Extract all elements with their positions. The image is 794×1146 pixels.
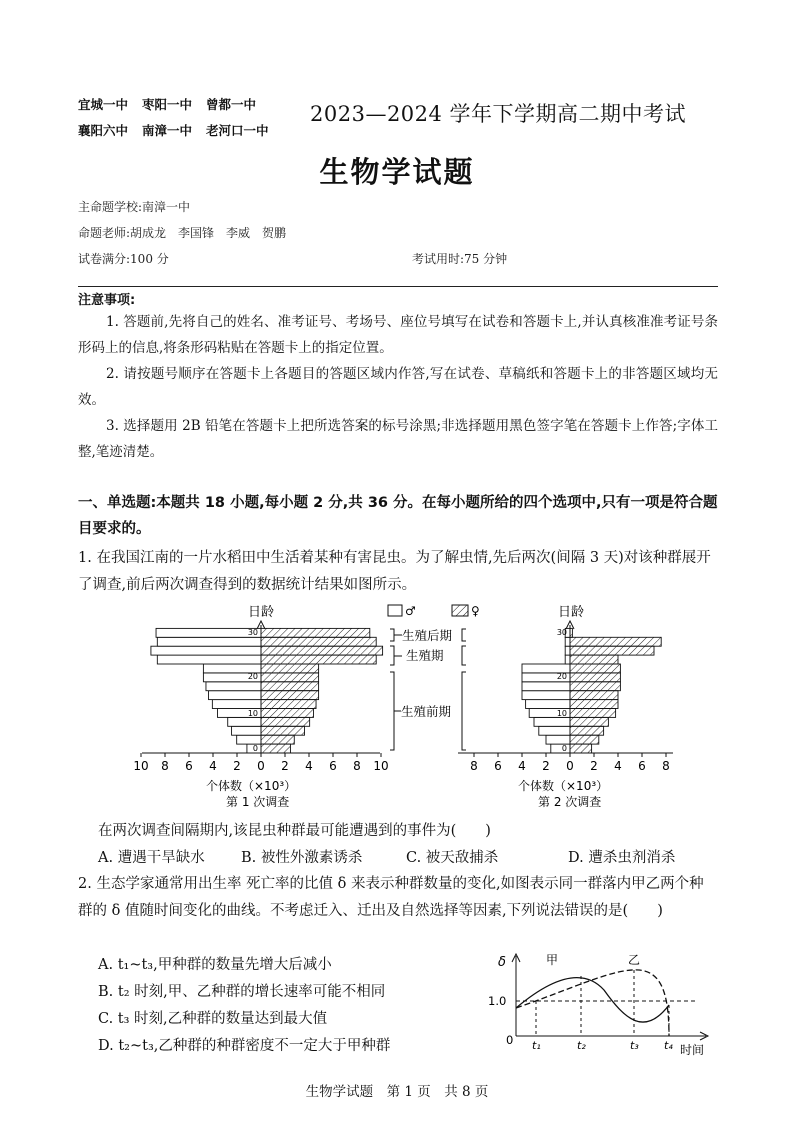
male-bar	[232, 726, 261, 735]
x-tick-label: 6	[638, 759, 646, 773]
q1-option-c[interactable]: C. 被天敌捕杀	[406, 850, 499, 866]
male-bar	[526, 700, 570, 709]
q2-option-d[interactable]: D. t₂~t₃,乙种群的种群密度不一定大于甲种群	[98, 1038, 391, 1054]
one-label: 1.0	[488, 994, 507, 1008]
q2-option-a[interactable]: A. t₁~t₃,甲种群的数量先增大后减小	[98, 957, 332, 973]
note-item: 2. 请按题号顺序在答题卡上各题目的答题区域内作答,写在试卷、草稿纸和答题卡上的非答题区域均无效。	[78, 366, 718, 408]
female-bar	[570, 717, 608, 726]
female-bar	[261, 709, 313, 718]
female-bar	[570, 709, 616, 718]
school-row-1	[78, 92, 283, 118]
x-tick-label: 0	[257, 759, 265, 773]
x-tick-label: 8	[353, 759, 361, 773]
t3-label: t₃	[630, 1039, 639, 1052]
female-bar	[570, 673, 620, 682]
time-label: 时间	[680, 1043, 705, 1057]
female-bar	[261, 664, 319, 673]
legend-male-swatch	[388, 605, 402, 616]
school-name: 南漳一中	[142, 123, 193, 138]
q1-option-b[interactable]: B. 被性外激素诱杀	[241, 850, 363, 866]
legend-female: ♀	[471, 604, 480, 618]
caption-1: 第 1 次调查	[226, 795, 290, 809]
x-tick-label: 2	[281, 759, 289, 773]
female-bar	[261, 717, 310, 726]
t4-label: t₄	[664, 1039, 673, 1052]
x-tick-label: 8	[470, 759, 478, 773]
male-bar	[565, 646, 570, 655]
q1-option-d[interactable]: D. 遭杀虫剂消杀	[568, 850, 676, 866]
school-name: 曾都一中	[206, 97, 257, 112]
female-bar	[570, 664, 620, 673]
y-tick-label: 20	[247, 672, 258, 681]
note-item: 3. 选择题用 2B 铅笔在答题卡上把所选答案的标号涂黑;非选择题用黑色签字笔在答题卡上作答;字体工整,笔迹清楚。	[78, 418, 718, 460]
male-bar	[546, 735, 570, 744]
t2-label: t₂	[577, 1039, 586, 1052]
teachers: 命题老师:胡成龙 李国锋 李威 贺鹏	[78, 226, 287, 240]
section-title-text: 一、单选题:本题共 18 小题,每小题 2 分,共 36 分。在每小题所给的四个选项中,只有一项是符合题目要求的。	[78, 495, 718, 537]
exam-duration: 考试用时:75 分钟	[412, 252, 508, 266]
x-tick-label: 2	[542, 759, 550, 773]
x-tick-label: 2	[590, 759, 598, 773]
q1-age-pyramid-figure	[118, 600, 698, 815]
y-axis-label-1: 日龄	[248, 605, 275, 620]
q1-option-a[interactable]: A. 遭遇干旱缺水	[98, 850, 205, 866]
female-bar	[570, 726, 604, 735]
x-tick-label: 6	[185, 759, 193, 773]
survey-1-pyramid	[151, 628, 383, 753]
delta-label: δ	[498, 955, 506, 970]
female-bar	[261, 744, 290, 753]
female-bar	[570, 744, 592, 753]
page-footer: 生物学试题 第 1 页 共 8 页	[305, 1084, 489, 1100]
male-bar	[237, 735, 261, 744]
main-school: 主命题学校:南漳一中	[78, 200, 191, 214]
x-axis-label-2: 个体数（×10³）	[518, 779, 609, 793]
x-ticks-2	[470, 753, 670, 773]
male-bar	[539, 726, 570, 735]
female-bar	[261, 735, 294, 744]
male-bar	[209, 691, 261, 700]
y-axis-label-2: 日龄	[558, 605, 585, 620]
school-name: 枣阳一中	[142, 97, 193, 112]
q2-option-b[interactable]: B. t₂ 时刻,甲、乙种群的增长速率可能不相同	[98, 984, 386, 1000]
x-tick-label: 4	[518, 759, 526, 773]
origin-label: 0	[506, 1033, 514, 1047]
y-tick-label: 10	[247, 709, 258, 718]
male-bar	[565, 655, 570, 664]
school-name: 襄阳六中	[78, 123, 129, 138]
x-tick-label: 8	[662, 759, 670, 773]
male-bar	[565, 637, 570, 646]
x-tick-label: 2	[233, 759, 241, 773]
male-bar	[522, 682, 570, 691]
female-bar	[261, 726, 305, 735]
y-tick-label: 20	[556, 672, 567, 681]
x-tick-label: 0	[566, 759, 574, 773]
series-jia-curve	[516, 978, 669, 1023]
section-title	[78, 490, 718, 542]
male-bar	[157, 655, 261, 664]
x-tick-label: 6	[329, 759, 337, 773]
female-bar	[261, 628, 370, 637]
subject-title: 生物学试题	[319, 155, 475, 189]
q1-stem: 1. 在我国江南的一片水稻田中生活着某种有害昆虫。为了解虫情,先后两次(间隔 3 天)对该种群展开了调查,前后两次调查得到的数据统计结果如图所示。	[78, 550, 711, 593]
legend-female-swatch	[452, 605, 468, 616]
y-tick-label: 30	[556, 628, 567, 637]
stage-post-label: 生殖后期	[402, 628, 453, 643]
series-jia-label: 甲	[546, 953, 559, 967]
female-bar	[261, 655, 376, 664]
y-tick-label: 10	[556, 709, 567, 718]
female-bar	[570, 637, 661, 646]
x-axis-label-1: 个体数（×10³）	[206, 779, 297, 793]
female-bar	[570, 646, 654, 655]
male-bar	[522, 691, 570, 700]
t1-label: t₁	[532, 1039, 541, 1052]
male-bar	[534, 717, 570, 726]
caption-2: 第 2 次调查	[538, 795, 602, 809]
male-bar	[228, 717, 261, 726]
survey-2-pyramid	[522, 628, 661, 753]
x-tick-label: 10	[373, 759, 389, 773]
q1-options	[98, 846, 718, 868]
female-bar	[570, 735, 599, 744]
note-item: 1. 答题前,先将自己的姓名、准考证号、考场号、座位号填写在试卷和答题卡上,并认真核准准考证号条形码上的信息,将条形码粘贴在答题卡上的指定位置。	[78, 314, 718, 356]
male-bar	[157, 637, 261, 646]
q2-stem: 2. 生态学家通常用出生率 死亡率的比值 δ 来表示种群数量的变化,如图表示同一群落内甲乙两个种群的 δ 值随时间变化的曲线。不考虑迁入、迁出及自然选择等因素,下列说法错误的是( )	[78, 876, 704, 919]
female-bar	[570, 655, 618, 664]
female-bar	[570, 700, 618, 709]
female-bar	[261, 673, 319, 682]
male-bar	[156, 628, 261, 637]
x-tick-label: 6	[494, 759, 502, 773]
legend-male: ♂	[405, 604, 416, 618]
series-yi-curve	[516, 970, 669, 1036]
exam-title: 2023—2024 学年下学期高二期中考试	[310, 102, 687, 126]
male-bar	[212, 700, 261, 709]
female-bar	[570, 691, 618, 700]
female-bar	[261, 637, 376, 646]
stage-repro-label: 生殖期	[406, 648, 444, 663]
male-bar	[551, 744, 570, 753]
male-bar	[151, 646, 261, 655]
school-name: 老河口一中	[206, 123, 269, 138]
notes-heading: 注意事项:	[78, 293, 136, 308]
stage-pre-label: 生殖前期	[401, 704, 452, 719]
female-bar	[261, 691, 319, 700]
full-score: 试卷满分:100 分	[78, 252, 169, 266]
female-bar	[261, 682, 319, 691]
q1-question: 在两次调查间隔期内,该昆虫种群最可能遭遇到的事件为( )	[98, 823, 491, 839]
school-row-2	[78, 118, 283, 144]
school-list	[78, 92, 283, 144]
school-name: 宜城一中	[78, 97, 129, 112]
female-bar	[261, 646, 383, 655]
x-tick-label: 4	[614, 759, 622, 773]
female-bar	[570, 682, 620, 691]
female-bar	[261, 700, 316, 709]
divider	[78, 286, 718, 287]
x-tick-label: 8	[161, 759, 169, 773]
y-tick-label: 0	[252, 744, 258, 753]
q2-options	[98, 952, 478, 1060]
y-tick-label: 0	[561, 744, 567, 753]
q2-delta-figure	[484, 948, 720, 1058]
male-bar	[206, 682, 261, 691]
x-tick-label: 10	[133, 759, 149, 773]
y-tick-label: 30	[247, 628, 258, 637]
x-tick-label: 4	[209, 759, 217, 773]
series-yi-label: 乙	[628, 953, 641, 967]
q2-option-c[interactable]: C. t₃ 时刻,乙种群的数量达到最大值	[98, 1011, 328, 1027]
x-tick-label: 4	[305, 759, 313, 773]
x-ticks-1	[133, 753, 388, 773]
